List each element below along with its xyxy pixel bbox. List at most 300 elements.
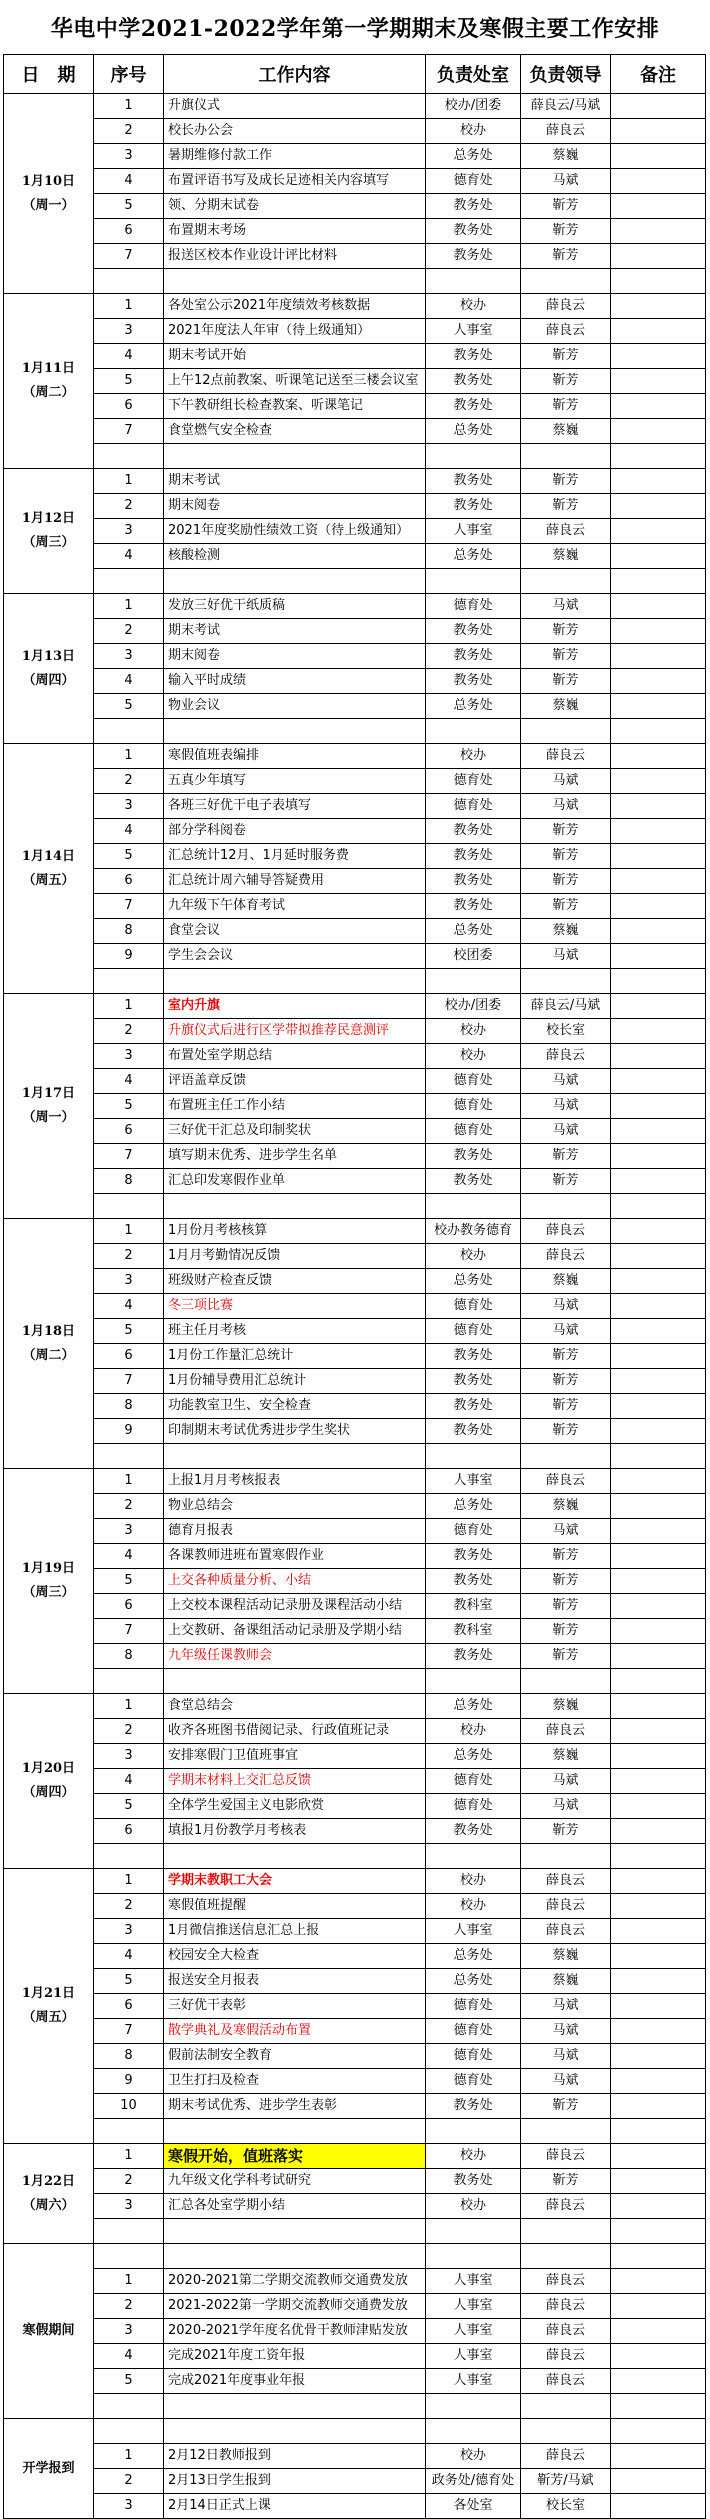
no-cell: 6 [94,1819,164,1844]
task-cell: 上交各种质量分析、小结 [164,1569,426,1594]
no-cell: 5 [94,1569,164,1594]
no-cell [94,569,164,594]
date-label: （周二） [22,385,75,400]
no-cell: 1 [94,2269,164,2294]
task-cell: 学期末材料上交汇总反馈 [164,1769,426,1794]
date-label: （周五） [22,2010,75,2025]
dept-cell: 教务处 [426,369,521,394]
task-cell: 学期末教职工大会 [164,1869,426,1894]
no-cell: 2 [94,769,164,794]
table-row [4,1594,706,1619]
header-dept: 负责处室 [426,55,521,94]
note-cell [611,694,706,719]
dept-cell: 总务处 [426,694,521,719]
spacer-row [4,569,706,594]
no-cell: 7 [94,2019,164,2044]
no-cell [94,2244,164,2269]
table-row [4,2044,706,2069]
lead-cell: 马斌 [521,594,611,619]
table-row [4,1069,706,1094]
note-cell [611,1944,706,1969]
task-cell: 冬三项比赛 [164,1294,426,1319]
lead-cell [521,2119,611,2144]
dept-cell: 教务处 [426,819,521,844]
lead-cell: 靳芳 [521,869,611,894]
dept-cell: 教务处 [426,844,521,869]
lead-cell: 马斌 [521,169,611,194]
note-cell [611,1594,706,1619]
lead-cell: 靳芳 [521,669,611,694]
task-cell: 升旗仪式后进行区学带拟推荐民意测评 [164,1019,426,1044]
no-cell [94,2219,164,2244]
note-cell [611,419,706,444]
dept-cell: 教务处 [426,194,521,219]
lead-cell [521,2394,611,2419]
dept-cell: 教务处 [426,1419,521,1444]
no-cell: 5 [94,1094,164,1119]
dept-cell: 人事室 [426,319,521,344]
note-cell [611,2319,706,2344]
lead-cell: 薛良云 [521,1469,611,1494]
table-row [4,1544,706,1569]
lead-cell: 靳芳 [521,1619,611,1644]
lead-cell: 靳芳 [521,369,611,394]
no-cell: 2 [94,1244,164,1269]
task-cell: 期末考试 [164,619,426,644]
header-note: 备注 [611,55,706,94]
note-cell [611,1169,706,1194]
table-row [4,919,706,944]
table-row [4,194,706,219]
no-cell: 3 [94,2194,164,2219]
lead-cell: 蔡巍 [521,1969,611,1994]
task-cell: 汇总印发寒假作业单 [164,1169,426,1194]
lead-cell: 马斌 [521,1769,611,1794]
note-cell [611,494,706,519]
task-cell: 完成2021年度工资年报 [164,2344,426,2369]
table-row [4,2144,706,2169]
note-cell [611,819,706,844]
date-label: 开学报到 [22,2460,75,2476]
dept-cell: 教务处 [426,669,521,694]
note-cell [611,594,706,619]
task-cell [164,569,426,594]
dept-cell: 人事室 [426,2319,521,2344]
dept-cell [426,569,521,594]
task-cell: 德育月报表 [164,1519,426,1544]
dept-cell: 教务处 [426,1544,521,1569]
no-cell: 2 [94,1894,164,1919]
task-cell: 填报1月份教学月考核表 [164,1819,426,1844]
header-task: 工作内容 [164,55,426,94]
task-cell [164,2219,426,2244]
dept-cell [426,2419,521,2444]
task-cell: 评语盖章反馈 [164,1069,426,1094]
lead-cell: 薛良云 [521,1219,611,1244]
table-row [4,1569,706,1594]
no-cell: 1 [94,744,164,769]
table-row [4,94,706,119]
task-cell: 三好优干表彰 [164,1994,426,2019]
table-row [4,1994,706,2019]
note-cell [611,519,706,544]
task-cell: 假前法制安全教育 [164,2044,426,2069]
note-cell [611,2044,706,2069]
table-row [4,2369,706,2394]
task-cell [164,2119,426,2144]
note-cell [611,544,706,569]
lead-cell [521,1194,611,1219]
date-cell [4,294,94,469]
date-cell [4,594,94,744]
task-cell: 校园安全大检查 [164,1944,426,1969]
date-label: 1月11日 [21,361,76,376]
spacer-row [4,1669,706,1694]
no-cell: 1 [94,2444,164,2469]
task-cell: 报送安全月报表 [164,1969,426,1994]
table-row [4,2019,706,2044]
table-row [4,2444,706,2469]
table-row [4,519,706,544]
no-cell: 2 [94,2169,164,2194]
lead-cell: 蔡巍 [521,544,611,569]
task-cell: 功能教室卫生、安全检查 [164,1394,426,1419]
task-cell [164,1444,426,1469]
note-cell [611,369,706,394]
no-cell: 1 [94,469,164,494]
lead-cell: 薛良云 [521,2269,611,2294]
date-cell [4,994,94,1219]
note-cell [611,144,706,169]
dept-cell: 总务处 [426,544,521,569]
lead-cell [521,569,611,594]
table-row [4,1244,706,1269]
dept-cell: 德育处 [426,1994,521,2019]
task-cell: 各班三好优干电子表填写 [164,794,426,819]
no-cell: 3 [94,2319,164,2344]
note-cell [611,1019,706,1044]
no-cell: 5 [94,1969,164,1994]
table-row [4,494,706,519]
dept-cell: 校办 [426,119,521,144]
table-row [4,2269,706,2294]
note-cell [611,2344,706,2369]
task-cell: 布置期末考场 [164,219,426,244]
table-row [4,1619,706,1644]
task-cell: 汇总统计12月、1月延时服务费 [164,844,426,869]
no-cell: 3 [94,1044,164,1069]
table-row [4,1819,706,1844]
note-cell [611,394,706,419]
task-cell: 上交教研、备课组活动记录册及学期小结 [164,1619,426,1644]
header-no: 序号 [94,55,164,94]
no-cell: 4 [94,2344,164,2369]
dept-cell: 德育处 [426,2019,521,2044]
task-cell [164,1669,426,1694]
lead-cell: 靳芳 [521,1344,611,1369]
dept-cell: 人事室 [426,519,521,544]
no-cell: 1 [94,294,164,319]
lead-cell: 薛良云 [521,2194,611,2219]
table-row [4,1644,706,1669]
no-cell: 3 [94,644,164,669]
table-row [4,1294,706,1319]
dept-cell: 校办 [426,1019,521,1044]
dept-cell: 人事室 [426,2369,521,2394]
table-row [4,594,706,619]
dept-cell: 教务处 [426,644,521,669]
note-cell [611,1094,706,1119]
note-cell [611,1544,706,1569]
lead-cell: 靳芳 [521,1594,611,1619]
dept-cell: 教务处 [426,894,521,919]
table-row [4,944,706,969]
date-label: （周一） [22,1110,75,1125]
note-cell [611,944,706,969]
task-cell: 期末考试 [164,469,426,494]
note-cell [611,1644,706,1669]
dept-cell: 校办 [426,1869,521,1894]
note-cell [611,2069,706,2094]
no-cell: 4 [94,1769,164,1794]
table-row [4,319,706,344]
dept-cell: 总务处 [426,1744,521,1769]
lead-cell: 靳芳 [521,1644,611,1669]
no-cell [94,719,164,744]
dept-cell [426,269,521,294]
no-cell [94,1194,164,1219]
no-cell: 3 [94,319,164,344]
dept-cell: 人事室 [426,2344,521,2369]
table-row [4,2494,706,2519]
dept-cell: 教务处 [426,1169,521,1194]
lead-cell [521,2219,611,2244]
no-cell: 1 [94,594,164,619]
note-cell [611,2094,706,2119]
header-date: 日 期 [4,55,94,94]
date-label: 1月14日 [21,848,76,864]
no-cell: 4 [94,669,164,694]
dept-cell: 教务处 [426,394,521,419]
no-cell: 2 [94,1719,164,1744]
dept-cell: 教科室 [426,1594,521,1619]
task-cell: 各处室公示2021年度绩效考核数据 [164,294,426,319]
dept-cell: 德育处 [426,1769,521,1794]
lead-cell: 薛良云 [521,2294,611,2319]
no-cell: 5 [94,369,164,394]
spacer-row [4,444,706,469]
lead-cell: 蔡巍 [521,1744,611,1769]
lead-cell: 靳芳 [521,1544,611,1569]
dept-cell: 校办教务德育 [426,1219,521,1244]
note-cell [611,2219,706,2244]
no-cell: 8 [94,1644,164,1669]
spacer-row [4,969,706,994]
note-cell [611,644,706,669]
note-cell [611,2144,706,2169]
no-cell: 4 [94,819,164,844]
table-row [4,869,706,894]
dept-cell: 总务处 [426,144,521,169]
lead-cell [521,2419,611,2444]
note-cell [611,294,706,319]
dept-cell: 教务处 [426,619,521,644]
date-label: （周二） [22,1347,75,1363]
note-cell [611,669,706,694]
spacer-row [4,1444,706,1469]
lead-cell: 靳芳 [521,1394,611,1419]
date-cell [4,94,94,294]
lead-cell: 薛良云 [521,2444,611,2469]
dept-cell: 教务处 [426,1394,521,1419]
lead-cell [521,444,611,469]
task-cell: 期末阅卷 [164,494,426,519]
note-cell [611,1419,706,1444]
task-cell: 食堂会议 [164,919,426,944]
task-cell: 食堂总结会 [164,1694,426,1719]
task-cell: 收齐各班图书借阅记录、行政值班记录 [164,1719,426,1744]
lead-cell: 薛良云 [521,1044,611,1069]
lead-cell: 靳芳 [521,394,611,419]
note-cell [611,1044,706,1069]
note-cell [611,1619,706,1644]
note-cell [611,1719,706,1744]
lead-cell [521,719,611,744]
lead-cell: 薛良云 [521,2144,611,2169]
date-label: （周一） [22,197,75,213]
lead-cell: 靳芳 [521,494,611,519]
note-cell [611,2294,706,2319]
task-cell: 2021-2022第一学期交流教师交通费发放 [164,2294,426,2319]
spacer-row [4,269,706,294]
lead-cell: 靳芳 [521,819,611,844]
lead-cell: 蔡巍 [521,1494,611,1519]
no-cell: 8 [94,2044,164,2069]
task-cell: 九年级下午体育考试 [164,894,426,919]
no-cell: 7 [94,244,164,269]
lead-cell: 马斌 [521,1794,611,1819]
dept-cell: 总务处 [426,419,521,444]
dept-cell: 教务处 [426,244,521,269]
no-cell: 3 [94,1269,164,1294]
dept-cell: 教务处 [426,1644,521,1669]
note-cell [611,1444,706,1469]
no-cell: 2 [94,494,164,519]
dept-cell: 政务处/德育处 [426,2469,521,2494]
dept-cell: 人事室 [426,1919,521,1944]
spacer-row [4,1844,706,1869]
dept-cell: 校办 [426,2444,521,2469]
dept-cell [426,1194,521,1219]
table-row [4,1119,706,1144]
date-label: （周三） [22,535,75,550]
task-cell: 完成2021年度事业年报 [164,2369,426,2394]
table-row [4,419,706,444]
lead-cell: 蔡巍 [521,919,611,944]
note-cell [611,1494,706,1519]
lead-cell: 靳芳 [521,469,611,494]
dept-cell: 德育处 [426,794,521,819]
lead-cell: 薛良云/马斌 [521,94,611,119]
dept-cell: 总务处 [426,1969,521,1994]
note-cell [611,2444,706,2469]
table-row [4,1919,706,1944]
no-cell [94,2394,164,2419]
lead-cell: 马斌 [521,1094,611,1119]
task-cell: 班主任月考核 [164,1319,426,1344]
lead-cell: 靳芳 [521,194,611,219]
note-cell [611,1869,706,1894]
note-cell [611,344,706,369]
no-cell: 6 [94,1119,164,1144]
note-cell [611,769,706,794]
table-row [4,2094,706,2119]
no-cell: 5 [94,1794,164,1819]
dept-cell: 德育处 [426,1519,521,1544]
table-row [4,694,706,719]
header-lead: 负责领导 [521,55,611,94]
task-cell: 上午12点前教案、听课笔记送至三楼会议室 [164,369,426,394]
spacer-row [4,2394,706,2419]
task-cell: 期末阅卷 [164,644,426,669]
note-cell [611,2169,706,2194]
date-label: 1月10日 [21,173,76,189]
dept-cell: 教务处 [426,2169,521,2194]
spacer-row [4,719,706,744]
note-cell [611,2394,706,2419]
dept-cell: 教务处 [426,469,521,494]
no-cell: 5 [94,694,164,719]
table-row [4,2294,706,2319]
date-label: 1月18日 [21,1323,76,1339]
note-cell [611,1144,706,1169]
table-row [4,2319,706,2344]
note-cell [611,2194,706,2219]
note-cell [611,469,706,494]
note-cell [611,2494,706,2519]
lead-cell [521,2244,611,2269]
dept-cell [426,1844,521,1869]
no-cell [94,2419,164,2444]
table-row [4,1169,706,1194]
lead-cell: 靳芳 [521,219,611,244]
lead-cell: 薛良云/马斌 [521,994,611,1019]
table-row [4,1869,706,1894]
dept-cell: 德育处 [426,1069,521,1094]
table-row [4,1419,706,1444]
no-cell: 1 [94,1469,164,1494]
table-row [4,1319,706,1344]
note-cell [611,169,706,194]
task-cell: 2月13日学生报到 [164,2469,426,2494]
task-cell: 期末考试开始 [164,344,426,369]
lead-cell [521,269,611,294]
dept-cell: 校办 [426,1044,521,1069]
task-cell: 五真少年填写 [164,769,426,794]
spacer-row [4,1194,706,1219]
lead-cell: 马斌 [521,2069,611,2094]
no-cell: 3 [94,794,164,819]
dept-cell: 总务处 [426,1944,521,1969]
lead-cell: 马斌 [521,944,611,969]
table-row [4,994,706,1019]
no-cell: 2 [94,119,164,144]
table-row [4,469,706,494]
date-label: 1月22日 [21,2173,76,2189]
no-cell: 3 [94,1919,164,1944]
note-cell [611,1269,706,1294]
table-row [4,794,706,819]
